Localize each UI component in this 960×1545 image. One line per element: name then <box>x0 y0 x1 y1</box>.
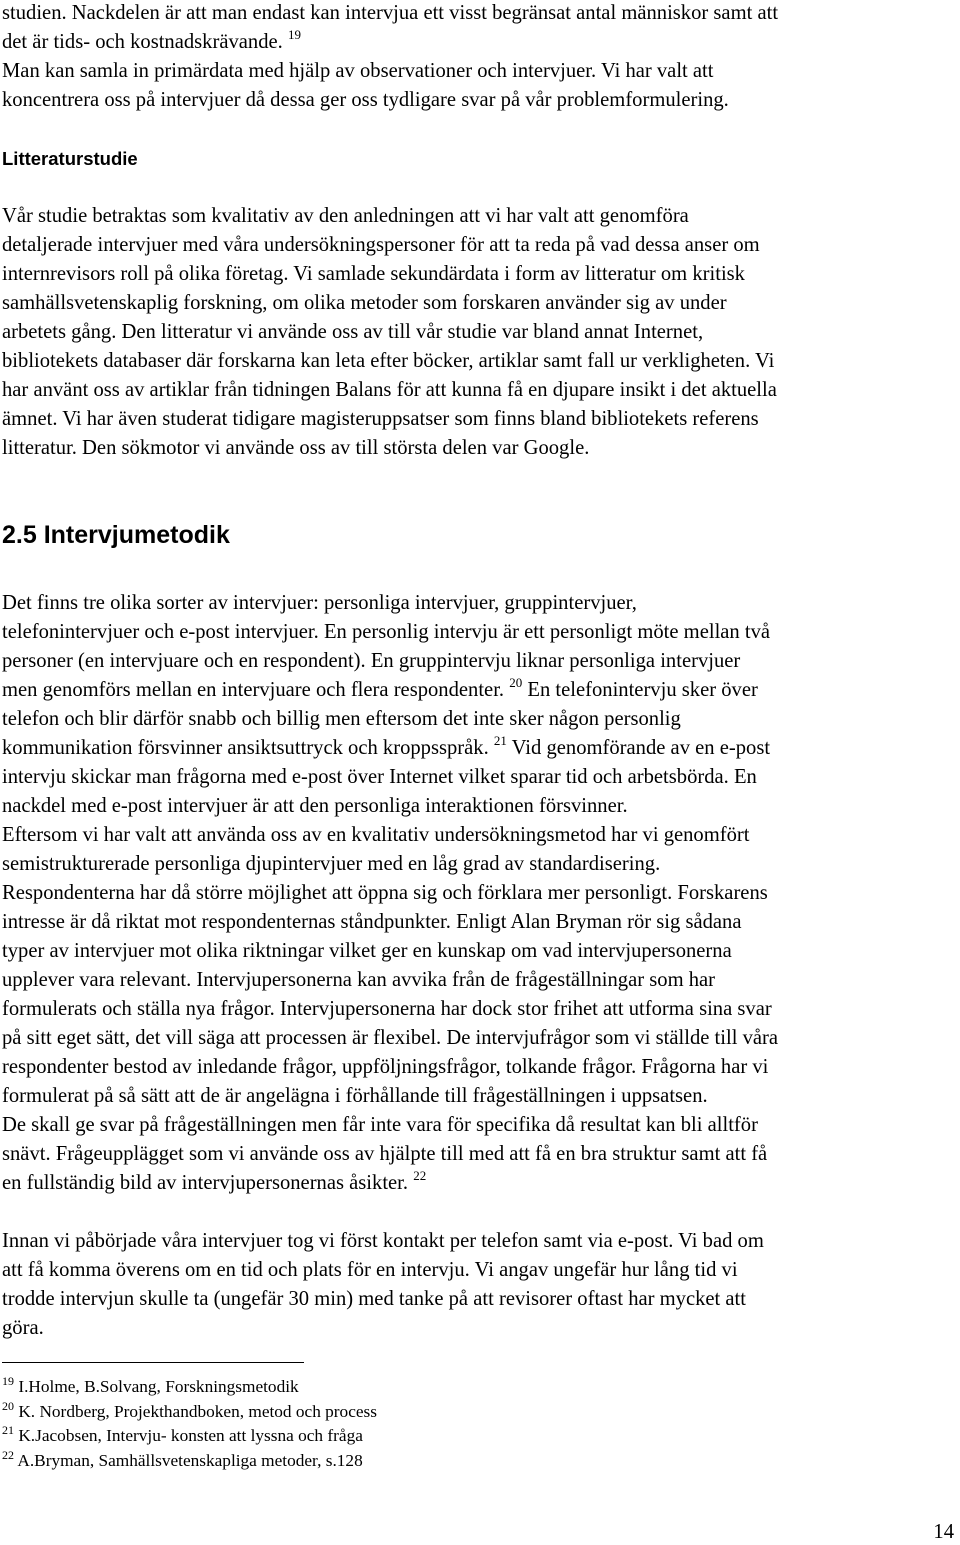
text-line <box>2 995 957 1024</box>
method-paragraph <box>2 589 957 1198</box>
footnote-text: K.Jacobsen, Intervju- konsten att lyssna och fråga <box>14 1426 363 1445</box>
text-line <box>2 1111 957 1140</box>
literature-paragraph <box>2 202 957 463</box>
line-text: respondenter bestod av inledande frågor, uppföljningsfrågor, tolkande frågor. Frågorna har vi <box>2 1056 769 1078</box>
text-line <box>2 318 957 347</box>
text-line <box>2 734 957 763</box>
line-text: arbetets gång. Den litteratur vi använde oss av till vår studie var bland annat Internet, <box>2 321 704 343</box>
text-line <box>2 434 957 463</box>
line-text: internrevisors roll på olika företag. Vi samlade sekundärdata i form av litteratur om kritisk <box>2 263 745 285</box>
line-text: studien. Nackdelen är att man endast kan intervjua ett visst begränsat antal människor samt att <box>2 2 779 24</box>
line-text: en fullständig bild av intervjupersonernas åsikter. <box>2 1172 414 1194</box>
line-text: kommunikation försvinner ansiktsuttryck och kroppsspråk. <box>2 737 494 759</box>
line-text: men genomförs mellan en intervjuare och flera respondenter. <box>2 679 510 701</box>
text-line <box>2 618 957 647</box>
text-line <box>2 1024 957 1053</box>
line-text: formulerats och ställa nya frågor. Intervjupersonerna har dock stor frihet att utforma sina svar <box>2 998 772 1020</box>
footnote-text: I.Holme, B.Solvang, Forskningsmetodik <box>14 1377 299 1396</box>
footnote-reference[interactable]: 19 <box>287 27 301 42</box>
text-line <box>2 405 957 434</box>
footnote-item <box>2 1400 377 1425</box>
subheading-litteraturstudie: Litteraturstudie <box>2 148 138 169</box>
footnote-item <box>2 1424 377 1449</box>
line-text: trodde intervjun skulle ta (ungefär 30 min) med tanke på att revisorer oftast har mycket att <box>2 1288 746 1310</box>
text-line <box>2 850 957 879</box>
line-text: Eftersom vi har valt att använda oss av en kvalitativ undersökningsmetod har vi genomfört <box>2 824 750 846</box>
line-text: Det finns tre olika sorter av intervjuer: personliga intervjuer, gruppintervjuer, <box>2 592 637 614</box>
footnote-reference[interactable]: 21 <box>493 733 507 748</box>
text-line <box>2 57 957 86</box>
text-line <box>2 908 957 937</box>
text-line <box>2 937 957 966</box>
text-line <box>2 647 957 676</box>
line-text: De skall ge svar på frågeställningen men får inte vara för specifika då resultat kan bli alltför <box>2 1114 758 1136</box>
line-text: samhällsvetenskaplig forskning, om olika metoder som forskaren använder sig av under <box>2 292 727 314</box>
text-line <box>2 1285 957 1314</box>
line-text: ämnet. Vi har även studerat tidigare magisteruppsatser som finns bland bibliotekets referens <box>2 408 759 430</box>
line-text: Vår studie betraktas som kvalitativ av den anledningen att vi har valt att genomföra <box>2 205 689 227</box>
line-text-continued: En telefonintervju sker över <box>522 679 758 701</box>
line-text: det är tids- och kostnadskrävande. <box>2 31 288 53</box>
text-line <box>2 879 957 908</box>
line-text: intresse är då riktat mot respondenternas ståndpunkter. Enligt Alan Bryman rör sig sådana <box>2 911 742 933</box>
text-line <box>2 763 957 792</box>
footnote-item <box>2 1449 377 1474</box>
text-line <box>2 86 957 115</box>
line-text: på sitt eget sätt, det vill säga att processen är flexibel. De intervjufrågor som vi ställde till våra <box>2 1027 779 1049</box>
footnote-text: A.Bryman, Samhällsvetenskapliga metoder, s.128 <box>14 1450 363 1470</box>
text-line <box>2 966 957 995</box>
text-line <box>2 1053 957 1082</box>
footnote-number: 20 <box>2 1398 14 1413</box>
footnote-reference[interactable]: 20 <box>509 675 523 690</box>
line-text: Innan vi påbörjade våra intervjuer tog vi först kontakt per telefon samt via e-post. Vi bad om <box>2 1230 764 1252</box>
footnote-text: K. Nordberg, Projekthandboken, metod och process <box>14 1401 377 1421</box>
line-text: koncentrera oss på intervjuer då dessa ger oss tydligare svar på vår problemformulering. <box>2 89 729 111</box>
line-text: personer (en intervjuare och en respondent). En gruppintervju liknar personliga intervjuer <box>2 650 741 672</box>
footnote-number: 19 <box>2 1374 14 1388</box>
footnote-separator <box>2 1362 304 1363</box>
intro-paragraph <box>2 0 957 115</box>
line-text: att få komma överens om en tid och plats för en intervju. Vi angav ungefär hur lång tid vi <box>2 1259 738 1281</box>
text-line <box>2 1256 957 1285</box>
section-heading: 2.5 Intervjumetodik <box>2 521 230 549</box>
text-line <box>2 0 957 28</box>
text-line <box>2 231 957 260</box>
text-line <box>2 1082 957 1111</box>
text-line <box>2 821 957 850</box>
line-text: Respondenterna har då större möjlighet att öppna sig och förklara mer personligt. Forskarens <box>2 882 768 904</box>
line-text: upplever vara relevant. Intervjupersonerna kan avvika från de frågeställningar som har <box>2 969 716 991</box>
footnote-item <box>2 1375 377 1400</box>
line-text: formulerat på så sätt att de är angelägna i förhållande till frågeställningen i uppsatsen. <box>2 1085 708 1107</box>
text-line <box>2 792 957 821</box>
text-line <box>2 376 957 405</box>
footnotes <box>2 1375 377 1473</box>
footnote-number: 22 <box>2 1447 14 1462</box>
text-line <box>2 1314 957 1343</box>
line-text: nackdel med e-post intervjuer är att den personliga interaktionen försvinner. <box>2 795 628 817</box>
line-text: litteratur. Den sökmotor vi använde oss av till största delen var Google. <box>2 437 590 459</box>
text-line <box>2 289 957 318</box>
line-text: har använt oss av artiklar från tidningen Balans för att kunna få en djupare insikt i det aktuella <box>2 379 777 401</box>
line-text: intervju skickar man frågorna med e-post över Internet vilket sparar tid och arbetsbörda. En <box>2 766 757 788</box>
line-text: telefon och blir därför snabb och billig men eftersom det inte sker någon personlig <box>2 708 681 730</box>
page-number: 14 <box>933 1521 954 1543</box>
line-text: bibliotekets databaser där forskarna kan leta efter böcker, artiklar samt fall ur verkligheten. Vi <box>2 350 775 372</box>
line-text: göra. <box>2 1317 44 1339</box>
footnote-reference[interactable]: 22 <box>413 1168 427 1183</box>
line-text: telefonintervjuer och e-post intervjuer. En personlig intervju är ett personligt möte mellan två <box>2 621 771 643</box>
text-line <box>2 202 957 231</box>
text-line <box>2 705 957 734</box>
text-line <box>2 260 957 289</box>
line-text: semistrukturerade personliga djupintervjuer med en låg grad av standardisering. <box>2 853 661 875</box>
text-line <box>2 28 957 57</box>
text-line <box>2 589 957 618</box>
footnote-number: 21 <box>2 1423 14 1437</box>
text-line <box>2 347 957 376</box>
closing-paragraph <box>2 1227 957 1343</box>
line-text-continued: Vid genomförande av en e-post <box>506 737 771 759</box>
line-text: snävt. Frågeupplägget som vi använde oss av hjälpte till med att få en bra struktur samt att få <box>2 1143 768 1165</box>
line-text: Man kan samla in primärdata med hjälp av observationer och intervjuer. Vi har valt att <box>2 60 714 82</box>
line-text: detaljerade intervjuer med våra undersökningspersoner för att ta reda på vad dessa anser om <box>2 234 760 256</box>
text-line <box>2 1227 957 1256</box>
text-line <box>2 1140 957 1169</box>
line-text: typer av intervjuer mot olika riktningar vilket ger en kunskap om vad intervjupersonerna <box>2 940 732 962</box>
text-line <box>2 676 957 705</box>
text-line <box>2 1169 957 1198</box>
